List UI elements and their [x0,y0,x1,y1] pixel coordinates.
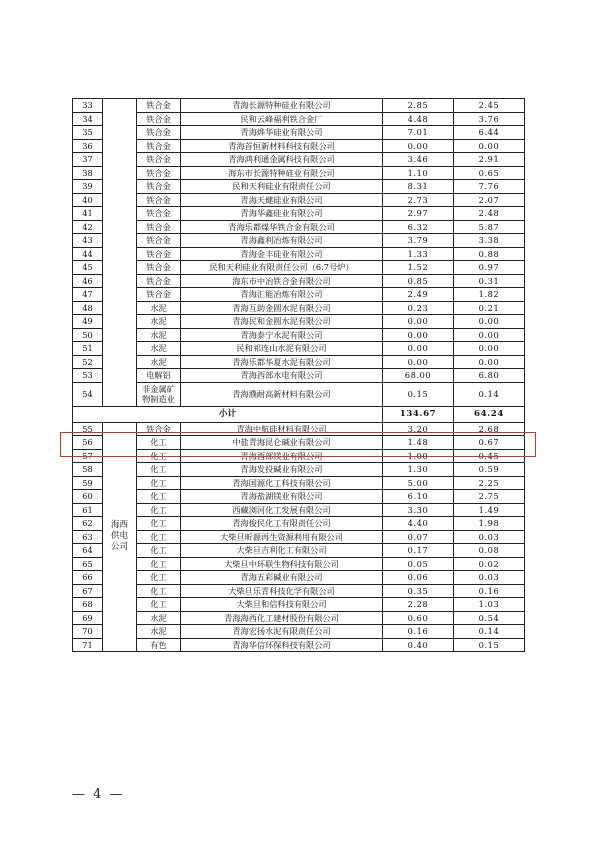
industry-cell: 铁合金 [137,247,181,261]
value-2-cell: 2.91 [454,153,525,167]
table-row [73,126,525,140]
industry-cell: 有色 [137,638,181,652]
row-number-cell: 37 [73,153,103,167]
value-2-cell: 2.68 [454,422,525,436]
row-number-cell: 42 [73,220,103,234]
group-cell [103,355,137,369]
value-2-cell: 0.65 [454,166,525,180]
group-label: 海西供电公司 [110,520,129,553]
value-1-cell: 7.01 [383,126,454,140]
industry-cell: 铁合金 [137,261,181,275]
company-cell: 民和云峰福利铁合金厂 [181,112,383,126]
industry-cell: 化工 [137,571,181,585]
value-2-cell: 2.25 [454,476,525,490]
value-2-cell: 0.03 [454,530,525,544]
industry-cell: 化工 [137,557,181,571]
company-cell: 民和天利硅业有限责任公司 [181,180,383,194]
row-number-cell: 50 [73,328,103,342]
group-cell [103,234,137,248]
value-1-cell: 0.35 [383,584,454,598]
industry-cell: 铁合金 [137,126,181,140]
industry-cell: 化工 [137,544,181,558]
value-1-cell: 0.85 [383,274,454,288]
row-number-cell: 57 [73,449,103,463]
table-row [73,274,525,288]
group-cell [103,220,137,234]
table-row [73,449,525,463]
subtotal-value-1: 134.67 [383,406,454,422]
industry-cell: 水泥 [137,611,181,625]
table-row [73,584,525,598]
value-1-cell: 0.00 [383,342,454,356]
value-2-cell: 6.44 [454,126,525,140]
industry-cell: 铁合金 [137,220,181,234]
value-1-cell: 3.46 [383,153,454,167]
table-row [73,288,525,302]
industry-cell: 化工 [137,490,181,504]
company-cell: 青海华鑫硅业有限公司 [181,207,383,221]
value-2-cell: 2.45 [454,99,525,113]
value-1-cell: 6.10 [383,490,454,504]
table-row [73,490,525,504]
table-row [73,355,525,369]
table-row [73,220,525,234]
value-2-cell: 0.16 [454,584,525,598]
table-row [73,369,525,383]
table-row [73,422,525,436]
company-cell: 民和祁连山水泥有限公司 [181,342,383,356]
value-1-cell: 4.40 [383,517,454,531]
group-cell [103,422,137,652]
industry-cell: 铁合金 [137,153,181,167]
row-number-cell: 41 [73,207,103,221]
value-1-cell: 3.30 [383,503,454,517]
industry-cell: 电解铝 [137,369,181,383]
industry-cell: 铁合金 [137,112,181,126]
value-1-cell: 0.06 [383,571,454,585]
group-cell [103,126,137,140]
value-2-cell: 0.14 [454,625,525,639]
value-1-cell: 2.85 [383,99,454,113]
row-number-cell: 64 [73,544,103,558]
value-2-cell: 0.02 [454,557,525,571]
row-number-cell: 45 [73,261,103,275]
table-row [73,557,525,571]
group-cell [103,99,137,113]
industry-cell: 水泥 [137,355,181,369]
value-1-cell: 1.30 [383,463,454,477]
company-cell: 青海五彩碱业有限公司 [181,571,383,585]
value-1-cell: 2.97 [383,207,454,221]
industry-cell: 化工 [137,449,181,463]
row-number-cell: 56 [73,436,103,450]
subtotal-value-2: 64.24 [454,406,525,422]
value-2-cell: 0.59 [454,463,525,477]
company-cell: 民和天利硅业有限责任公司（6.7号炉） [181,261,383,275]
page-number: — 4 — [72,787,125,802]
table-row [73,503,525,517]
table-row [73,382,525,406]
value-2-cell: 0.00 [454,355,525,369]
industry-cell: 化工 [137,530,181,544]
group-cell [103,261,137,275]
row-number-cell: 33 [73,99,103,113]
row-number-cell: 63 [73,530,103,544]
industry-cell: 水泥 [137,328,181,342]
industry-cell: 水泥 [137,301,181,315]
value-2-cell: 0.00 [454,315,525,329]
row-number-cell: 49 [73,315,103,329]
row-number-cell: 39 [73,180,103,194]
industry-cell: 化工 [137,463,181,477]
company-cell: 青海俊民化工有限责任公司 [181,517,383,531]
group-cell [103,274,137,288]
company-cell: 青海互助金圆水泥有限公司 [181,301,383,315]
table-row [73,530,525,544]
company-cell: 大柴旦和信科技有限公司 [181,598,383,612]
group-cell [103,193,137,207]
row-number-cell: 40 [73,193,103,207]
row-number-cell: 66 [73,571,103,585]
value-1-cell: 0.16 [383,625,454,639]
company-cell: 青海金丰硅业有限公司 [181,247,383,261]
table-row [73,517,525,531]
group-cell [103,207,137,221]
value-2-cell: 0.88 [454,247,525,261]
table-row [73,207,525,221]
row-number-cell: 61 [73,503,103,517]
value-1-cell: 2.28 [383,598,454,612]
table-row [73,234,525,248]
company-cell: 大柴旦吉利化工有限公司 [181,544,383,558]
company-cell: 青海华信环保科技有限公司 [181,638,383,652]
company-cell: 青海宏扬水泥有限责任公司 [181,625,383,639]
value-1-cell: 0.07 [383,530,454,544]
row-number-cell: 34 [73,112,103,126]
value-1-cell: 0.00 [383,328,454,342]
value-2-cell: 5.87 [454,220,525,234]
table-row [73,261,525,275]
value-2-cell: 0.45 [454,449,525,463]
table-row [73,342,525,356]
value-1-cell: 0.15 [383,382,454,406]
table-row [73,638,525,652]
value-2-cell: 7.76 [454,180,525,194]
row-number-cell: 69 [73,611,103,625]
industry-cell: 化工 [137,436,181,450]
row-number-cell: 62 [73,517,103,531]
table-row [73,571,525,585]
value-2-cell: 1.98 [454,517,525,531]
value-1-cell: 0.00 [383,139,454,153]
value-2-cell: 2.07 [454,193,525,207]
value-2-cell: 0.31 [454,274,525,288]
table-row [73,166,525,180]
table-row [73,611,525,625]
row-number-cell: 36 [73,139,103,153]
value-2-cell: 0.00 [454,139,525,153]
company-cell: 青海首恒新材料科技有限公司 [181,139,383,153]
company-cell: 青海盐湖镁业有限公司 [181,490,383,504]
row-number-cell: 47 [73,288,103,302]
industry-cell: 铁合金 [137,288,181,302]
table-row [73,315,525,329]
table-row [73,436,525,450]
value-1-cell: 1.00 [383,449,454,463]
table-row [73,193,525,207]
table-row [73,153,525,167]
company-cell: 青海泰宁水泥有限公司 [181,328,383,342]
group-cell [103,166,137,180]
company-cell: 青海天健硅业有限公司 [181,193,383,207]
group-cell [103,288,137,302]
value-1-cell: 8.31 [383,180,454,194]
company-cell: 海东市中冶铁合金有限公司 [181,274,383,288]
group-cell [103,328,137,342]
company-cell: 青海发投碱业有限公司 [181,463,383,477]
group-cell [103,342,137,356]
group-cell [103,382,137,406]
row-number-cell: 71 [73,638,103,652]
industry-cell: 铁合金 [137,180,181,194]
industry-cell: 铁合金 [137,139,181,153]
group-cell [103,153,137,167]
company-cell: 青海汇能冶炼有限公司 [181,288,383,302]
row-number-cell: 54 [73,382,103,406]
group-cell [103,301,137,315]
row-number-cell: 55 [73,422,103,436]
value-2-cell: 0.08 [454,544,525,558]
value-1-cell: 1.33 [383,247,454,261]
row-number-cell: 46 [73,274,103,288]
industry-cell: 化工 [137,476,181,490]
row-number-cell: 59 [73,476,103,490]
industry-cell: 铁合金 [137,207,181,221]
company-cell: 大柴旦昕源再生资源利用有限公司 [181,530,383,544]
company-cell: 青海烨华硅业有限公司 [181,126,383,140]
power-usage-table [72,98,525,652]
group-cell [103,247,137,261]
value-1-cell: 0.05 [383,557,454,571]
value-2-cell: 2.48 [454,207,525,221]
company-cell: 大柴旦中环联生物科技有限公司 [181,557,383,571]
value-1-cell: 1.10 [383,166,454,180]
value-1-cell: 0.40 [383,638,454,652]
table-row [73,328,525,342]
value-2-cell: 0.97 [454,261,525,275]
value-1-cell: 1.52 [383,261,454,275]
company-cell: 青海长源特种硅业有限公司 [181,99,383,113]
value-2-cell: 0.00 [454,328,525,342]
row-number-cell: 35 [73,126,103,140]
value-2-cell: 0.15 [454,638,525,652]
company-cell: 青海民和金圆水泥有限公司 [181,315,383,329]
industry-cell: 化工 [137,503,181,517]
value-1-cell: 68.00 [383,369,454,383]
company-cell: 青海濮耐高新材料有限公司 [181,382,383,406]
company-cell: 青海中航硅材料有限公司 [181,422,383,436]
group-cell [103,139,137,153]
industry-cell: 化工 [137,598,181,612]
value-1-cell: 0.17 [383,544,454,558]
industry-cell: 水泥 [137,625,181,639]
subtotal-row [73,406,525,422]
value-1-cell: 3.20 [383,422,454,436]
value-1-cell: 3.79 [383,234,454,248]
row-number-cell: 70 [73,625,103,639]
value-2-cell: 3.38 [454,234,525,248]
table-row [73,139,525,153]
group-cell [103,180,137,194]
row-number-cell: 38 [73,166,103,180]
table-row [73,544,525,558]
value-1-cell: 4.48 [383,112,454,126]
row-number-cell: 67 [73,584,103,598]
row-number-cell: 48 [73,301,103,315]
group-cell [103,112,137,126]
industry-cell: 水泥 [137,315,181,329]
industry-cell: 化工 [137,517,181,531]
value-1-cell: 0.23 [383,301,454,315]
value-1-cell: 0.60 [383,611,454,625]
value-1-cell: 6.32 [383,220,454,234]
company-cell: 青海鑫利冶炼有限公司 [181,234,383,248]
subtotal-label: 小计 [73,406,383,422]
company-cell: 青海乐都华夏水泥有限公司 [181,355,383,369]
company-cell: 青海西部水电有限公司 [181,369,383,383]
group-cell [103,315,137,329]
value-2-cell: 1.82 [454,288,525,302]
row-number-cell: 43 [73,234,103,248]
row-number-cell: 44 [73,247,103,261]
company-cell: 青海鸿利通金属科技有限公司 [181,153,383,167]
industry-cell: 铁合金 [137,193,181,207]
value-1-cell: 5.00 [383,476,454,490]
table-row [73,301,525,315]
industry-cell: 铁合金 [137,234,181,248]
company-cell: 中盐青海昆仑碱业有限公司 [181,436,383,450]
industry-cell: 化工 [137,584,181,598]
value-2-cell: 2.75 [454,490,525,504]
table-row [73,112,525,126]
value-2-cell: 0.00 [454,342,525,356]
table-row [73,598,525,612]
value-1-cell: 1.48 [383,436,454,450]
row-number-cell: 53 [73,369,103,383]
company-cell: 西藏浏河化工发展有限公司 [181,503,383,517]
industry-cell: 非金属矿物制造业 [137,382,181,406]
company-cell: 青海西部镁业有限公司 [181,449,383,463]
company-cell: 青海乐都煤华铁合金有限公司 [181,220,383,234]
row-number-cell: 65 [73,557,103,571]
value-1-cell: 2.49 [383,288,454,302]
table-row [73,463,525,477]
row-number-cell: 60 [73,490,103,504]
industry-cell: 铁合金 [137,166,181,180]
row-number-cell: 52 [73,355,103,369]
table-row [73,625,525,639]
table-row [73,247,525,261]
value-2-cell: 0.14 [454,382,525,406]
industry-cell: 铁合金 [137,99,181,113]
company-cell: 大柴旦乐青科技化学有限公司 [181,584,383,598]
industry-cell: 水泥 [137,342,181,356]
group-cell [103,369,137,383]
value-2-cell: 1.03 [454,598,525,612]
row-number-cell: 68 [73,598,103,612]
industry-cell: 铁合金 [137,422,181,436]
value-1-cell: 0.00 [383,315,454,329]
row-number-cell: 58 [73,463,103,477]
table-row [73,476,525,490]
value-1-cell: 0.00 [383,355,454,369]
value-2-cell: 6.80 [454,369,525,383]
row-number-cell: 51 [73,342,103,356]
value-2-cell: 3.76 [454,112,525,126]
value-1-cell: 2.73 [383,193,454,207]
value-2-cell: 1.49 [454,503,525,517]
industry-cell: 铁合金 [137,274,181,288]
company-cell: 青海国源化工科技有限公司 [181,476,383,490]
value-2-cell: 0.67 [454,436,525,450]
company-cell: 青海海西化工建材股份有限公司 [181,611,383,625]
company-cell: 海东市长源特种硅业有限公司 [181,166,383,180]
table-row [73,180,525,194]
value-2-cell: 0.03 [454,571,525,585]
table-row [73,99,525,113]
value-2-cell: 0.21 [454,301,525,315]
value-2-cell: 0.54 [454,611,525,625]
